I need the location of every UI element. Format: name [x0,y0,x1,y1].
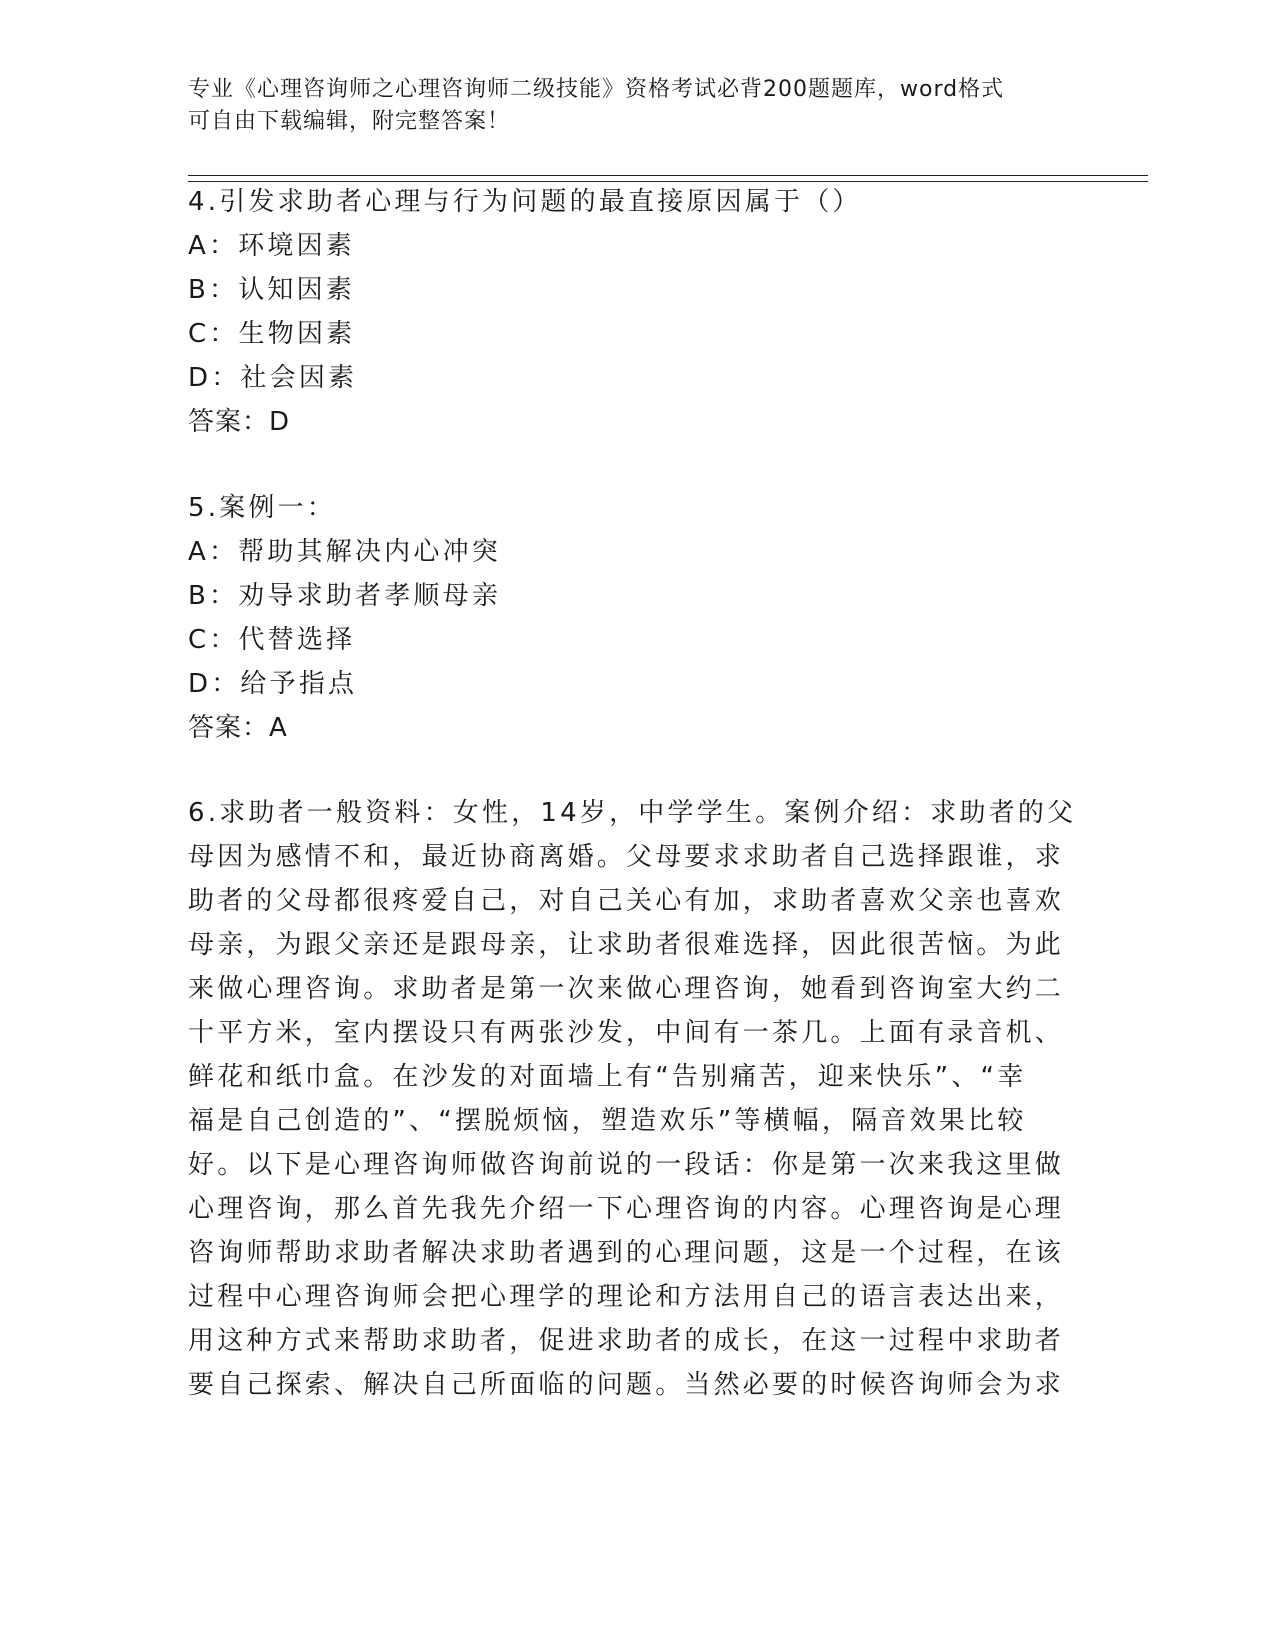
question-6-line: 要自己探索、解决自己所面临的问题。当然必要的时候咨询师会为求 [188,1370,1065,1400]
header-title-line-2: 可自由下载编辑，附完整答案！ [188,109,511,134]
document-header [188,74,1068,138]
header-title-line-1: 专业《心理咨询师之心理咨询师二级技能》资格考试必背200题题库，word格式 [188,77,1005,102]
question-6-line: 用这种方式来帮助求助者，促进求助者的成长，在这一过程中求助者 [188,1326,1065,1356]
question-6-line: 鲜花和纸巾盒。在沙发的对面墙上有“告别痛苦，迎来快乐”、“幸 [188,1062,1027,1092]
question-4-option-c: C：生物因素 [188,319,356,349]
question-5-stem: 5.案例一： [188,493,337,523]
question-6-line: 母亲，为跟父亲还是跟母亲，让求助者很难选择，因此很苦恼。为此 [188,930,1065,960]
question-6-line: 福是自己创造的”、“摆脱烦恼，塑造欢乐”等横幅，隔音效果比较 [188,1106,1027,1136]
question-6-line: 来做心理咨询。求助者是第一次来做心理咨询，她看到咨询室大约二 [188,974,1065,1004]
question-5-option-d: D：给予指点 [188,669,358,699]
question-5-option-c: C：代替选择 [188,625,356,655]
question-4-option-b: B：认知因素 [188,275,356,305]
question-5-option-a: A：帮助其解决内心冲突 [188,537,501,567]
question-6-line: 母因为感情不和，最近协商离婚。父母要求求助者自己选择跟谁，求 [188,842,1065,872]
question-4-stem: 4.引发求助者心理与行为问题的最直接原因属于（） [188,187,862,217]
question-4-answer: 答案：D [188,407,291,437]
question-6-line: 助者的父母都很疼爱自己，对自己关心有加，求助者喜欢父亲也喜欢 [188,886,1065,916]
question-6-line: 心理咨询，那么首先我先介绍一下心理咨询的内容。心理咨询是心理 [188,1194,1065,1224]
question-4-option-a: A：环境因素 [188,231,355,261]
header-divider-bottom [188,181,1148,182]
question-6-line: 十平方米，室内摆设只有两张沙发，中间有一茶几。上面有录音机、 [188,1018,1065,1048]
question-6-line: 6.求助者一般资料：女性，14岁，中学学生。案例介绍：求助者的父 [188,798,1077,828]
question-5-option-b: B：劝导求助者孝顺母亲 [188,581,502,611]
question-5-answer: 答案：A [188,713,288,743]
question-4-option-d: D：社会因素 [188,363,358,393]
question-6-line: 咨询师帮助求助者解决求助者遇到的心理问题，这是一个过程，在该 [188,1238,1065,1268]
question-6-line: 好。以下是心理咨询师做咨询前说的一段话：你是第一次来我这里做 [188,1150,1065,1180]
question-6-line: 过程中心理咨询师会把心理学的理论和方法用自己的语言表达出来， [188,1282,1065,1312]
header-divider-top [188,175,1148,176]
